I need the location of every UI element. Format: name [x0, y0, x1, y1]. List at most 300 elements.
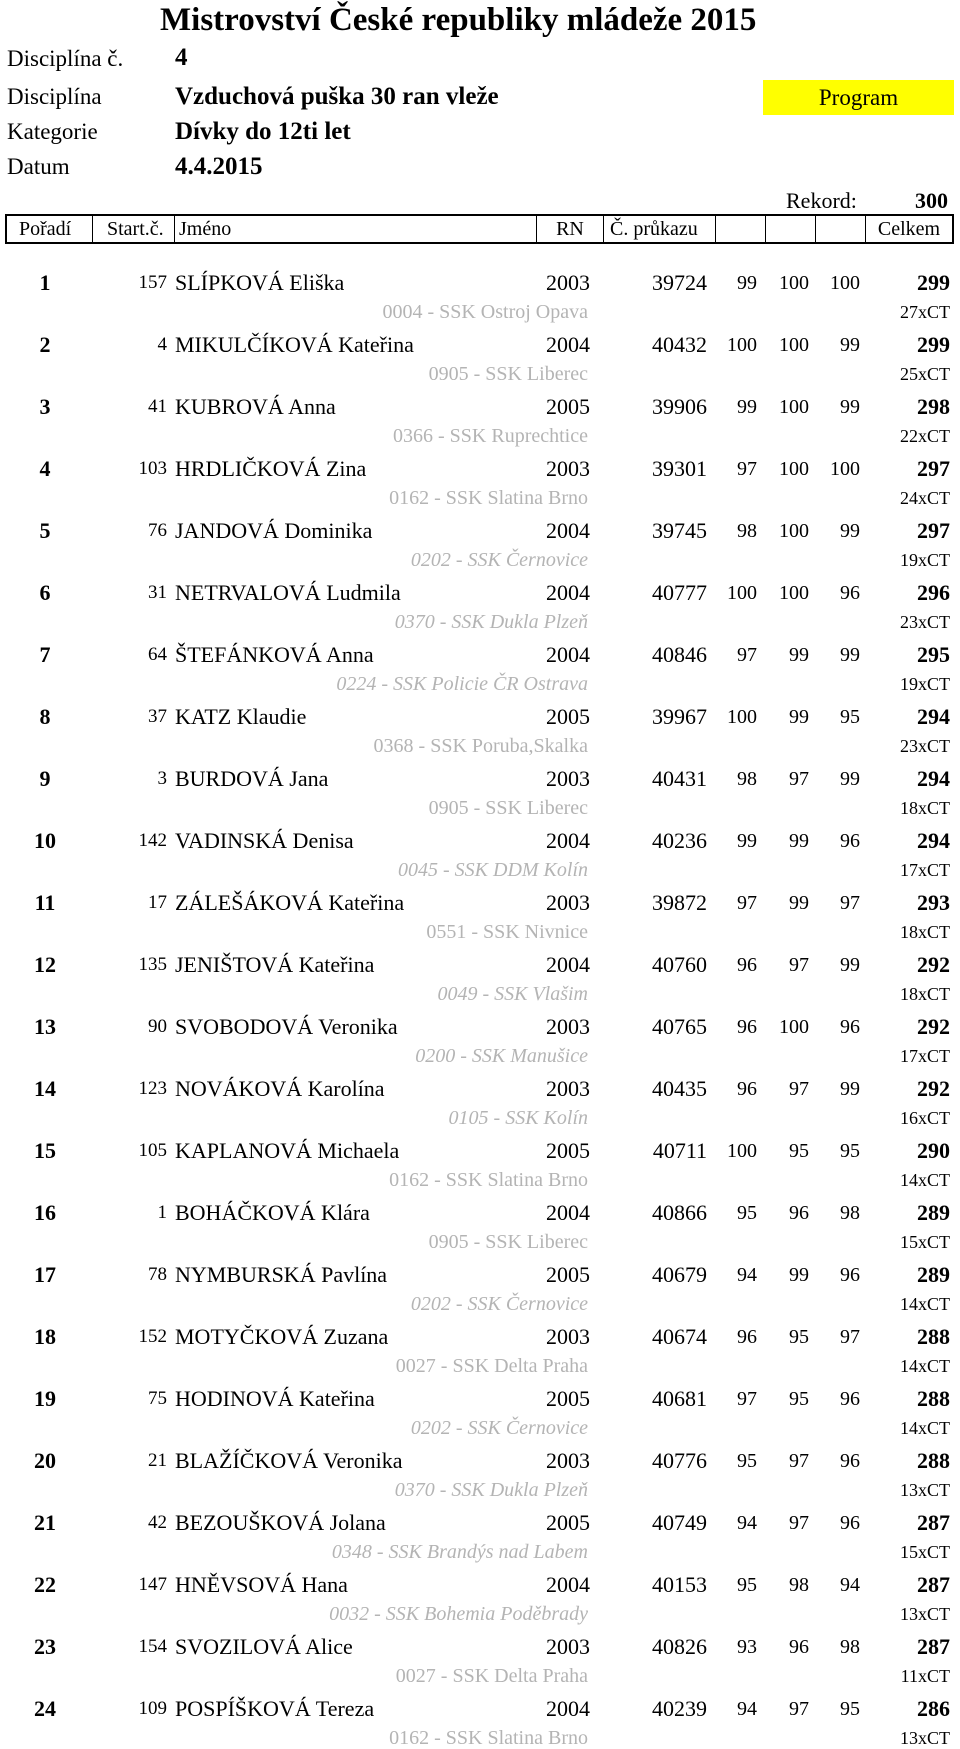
table-row: [0, 756, 960, 818]
total-score: 299: [917, 270, 950, 295]
result-rank: 9: [39, 766, 51, 791]
club-name: 0348 - SSK Brandýs nad Labem: [331, 1541, 588, 1563]
total-score: 289: [917, 1262, 950, 1287]
table-row: [0, 1128, 960, 1190]
table-row: [0, 942, 960, 1004]
column-header-card: Č. průkazu: [604, 216, 716, 242]
series-2-score: 99: [789, 644, 809, 666]
club-name: 0049 - SSK Vlašim: [437, 983, 588, 1005]
start-number: 109: [138, 1698, 167, 1719]
start-number: 142: [138, 830, 167, 851]
table-row: [0, 1562, 960, 1624]
column-header-start: Start.č.: [93, 216, 175, 242]
series-1-score: 100: [727, 706, 757, 728]
total-score: 294: [917, 828, 950, 853]
inner-ten-count: 18xCT: [899, 984, 950, 1004]
start-number: 157: [138, 272, 167, 293]
series-1-score: 95: [737, 1202, 757, 1224]
table-row: [0, 880, 960, 942]
club-name: 0905 - SSK Liberec: [428, 363, 588, 385]
series-3-score: 98: [840, 1202, 860, 1224]
discipline-name: Vzduchová puška 30 ran vleže: [175, 83, 499, 110]
series-1-score: 97: [737, 644, 757, 666]
column-header-series-1: [716, 216, 766, 242]
birth-year: 2004: [546, 332, 590, 357]
license-number: 40711: [652, 1138, 707, 1163]
athlete-name: BEZOUŠKOVÁ Jolana: [175, 1510, 386, 1535]
athlete-name: SLÍPKOVÁ Eliška: [175, 270, 345, 295]
series-1-score: 96: [737, 1078, 757, 1100]
license-number: 39745: [652, 518, 707, 543]
series-1-score: 98: [737, 768, 757, 790]
result-rank: 18: [34, 1324, 56, 1349]
result-rank: 11: [34, 890, 56, 915]
total-score: 298: [917, 394, 950, 419]
birth-year: 2003: [546, 1634, 590, 1659]
inner-ten-count: 19xCT: [899, 550, 950, 570]
total-score: 295: [917, 642, 950, 667]
table-row: [0, 384, 960, 446]
birth-year: 2003: [546, 1076, 590, 1101]
series-2-score: 97: [789, 1450, 809, 1472]
start-number: 76: [148, 520, 167, 541]
license-number: 39967: [652, 704, 707, 729]
athlete-name: HRDLIČKOVÁ Zina: [175, 456, 367, 481]
license-number: 40765: [652, 1014, 707, 1039]
athlete-name: VADINSKÁ Denisa: [175, 828, 354, 853]
result-rank: 6: [39, 580, 51, 605]
result-rank: 1: [39, 270, 51, 295]
athlete-name: KATZ Klaudie: [175, 704, 307, 729]
birth-year: 2003: [546, 1448, 590, 1473]
column-header-series-2: [766, 216, 816, 242]
birth-year: 2005: [546, 704, 590, 729]
inner-ten-count: 19xCT: [899, 674, 950, 694]
start-number: 21: [148, 1450, 167, 1471]
license-number: 40826: [652, 1634, 707, 1659]
series-1-score: 97: [737, 892, 757, 914]
athlete-name: NOVÁKOVÁ Karolína: [175, 1076, 385, 1101]
result-rank: 19: [34, 1386, 56, 1411]
series-1-score: 97: [737, 1388, 757, 1410]
athlete-name: SVOBODOVÁ Veronika: [175, 1014, 398, 1039]
birth-year: 2004: [546, 580, 590, 605]
license-number: 40674: [652, 1324, 707, 1349]
inner-ten-count: 23xCT: [899, 736, 950, 756]
series-3-score: 100: [830, 272, 860, 294]
result-rank: 24: [34, 1696, 56, 1721]
series-1-score: 95: [737, 1574, 757, 1596]
series-1-score: 99: [737, 396, 757, 418]
result-rank: 4: [39, 456, 51, 481]
license-number: 39872: [652, 890, 707, 915]
club-name: 0105 - SSK Kolín: [448, 1107, 588, 1129]
athlete-name: BURDOVÁ Jana: [175, 766, 329, 791]
result-rank: 3: [39, 394, 51, 419]
table-row: [0, 260, 960, 322]
birth-year: 2005: [546, 1138, 590, 1163]
table-row: [0, 694, 960, 756]
series-2-score: 97: [789, 768, 809, 790]
discipline-label: Disciplína: [7, 84, 102, 109]
inner-ten-count: 13xCT: [899, 1728, 950, 1748]
license-number: 40749: [652, 1510, 707, 1535]
inner-ten-count: 13xCT: [899, 1604, 950, 1624]
inner-ten-count: 11xCT: [900, 1666, 950, 1686]
total-score: 292: [917, 1076, 950, 1101]
birth-year: 2003: [546, 890, 590, 915]
total-score: 292: [917, 1014, 950, 1039]
series-1-score: 95: [737, 1450, 757, 1472]
record-label: Rekord:: [786, 188, 857, 213]
club-name: 0045 - SSK DDM Kolín: [398, 859, 588, 881]
total-score: 294: [917, 766, 950, 791]
athlete-name: POSPÍŠKOVÁ Tereza: [175, 1696, 375, 1721]
series-2-score: 100: [779, 458, 809, 480]
series-3-score: 99: [840, 396, 860, 418]
athlete-name: KUBROVÁ Anna: [175, 394, 336, 419]
series-1-score: 100: [727, 1140, 757, 1162]
start-number: 1: [157, 1202, 167, 1223]
discipline-number-label: Disciplína č.: [7, 46, 124, 71]
column-header-name: Jméno: [175, 216, 537, 242]
series-3-score: 96: [840, 1264, 860, 1286]
series-2-score: 96: [789, 1202, 809, 1224]
club-name: 0905 - SSK Liberec: [428, 797, 588, 819]
series-2-score: 95: [789, 1326, 809, 1348]
start-number: 154: [138, 1636, 167, 1657]
start-number: 75: [148, 1388, 167, 1409]
athlete-name: ZÁLEŠÁKOVÁ Kateřina: [175, 890, 405, 915]
club-name: 0200 - SSK Manušice: [415, 1045, 588, 1067]
athlete-name: NETRVALOVÁ Ludmila: [175, 580, 401, 605]
license-number: 40760: [652, 952, 707, 977]
license-number: 40777: [652, 580, 707, 605]
series-2-score: 100: [779, 396, 809, 418]
series-3-score: 96: [840, 1512, 860, 1534]
series-2-score: 99: [789, 1264, 809, 1286]
start-number: 17: [148, 892, 167, 913]
birth-year: 2004: [546, 828, 590, 853]
athlete-name: MIKULČÍKOVÁ Kateřina: [175, 332, 414, 357]
inner-ten-count: 22xCT: [899, 426, 950, 446]
series-2-score: 98: [789, 1574, 809, 1596]
inner-ten-count: 14xCT: [899, 1170, 950, 1190]
series-3-score: 96: [840, 1450, 860, 1472]
inner-ten-count: 27xCT: [899, 302, 950, 322]
inner-ten-count: 15xCT: [899, 1232, 950, 1252]
table-row: [0, 1686, 960, 1748]
club-name: 0370 - SSK Dukla Plzeň: [394, 611, 588, 633]
start-number: 78: [148, 1264, 167, 1285]
series-3-score: 97: [840, 1326, 860, 1348]
club-name: 0366 - SSK Ruprechtice: [393, 425, 588, 447]
start-number: 3: [157, 768, 167, 789]
total-score: 290: [917, 1138, 950, 1163]
series-3-score: 96: [840, 830, 860, 852]
series-2-score: 97: [789, 1512, 809, 1534]
start-number: 4: [157, 334, 167, 355]
series-2-score: 95: [789, 1388, 809, 1410]
birth-year: 2005: [546, 1386, 590, 1411]
athlete-name: JANDOVÁ Dominika: [175, 518, 373, 543]
start-number: 90: [148, 1016, 167, 1037]
table-row: [0, 1624, 960, 1686]
series-2-score: 97: [789, 954, 809, 976]
page-title: Mistrovství České republiky mládeže 2015: [160, 2, 757, 38]
series-1-score: 97: [737, 458, 757, 480]
birth-year: 2005: [546, 1510, 590, 1535]
result-rank: 12: [34, 952, 56, 977]
license-number: 40432: [652, 332, 707, 357]
athlete-name: BOHÁČKOVÁ Klára: [175, 1200, 370, 1225]
series-2-score: 100: [779, 582, 809, 604]
series-1-score: 96: [737, 954, 757, 976]
series-2-score: 99: [789, 892, 809, 914]
birth-year: 2004: [546, 518, 590, 543]
series-1-score: 98: [737, 520, 757, 542]
club-name: 0004 - SSK Ostroj Opava: [382, 301, 588, 323]
license-number: 40866: [652, 1200, 707, 1225]
athlete-name: ŠTEFÁNKOVÁ Anna: [175, 642, 374, 667]
license-number: 39906: [652, 394, 707, 419]
table-row: [0, 570, 960, 632]
total-score: 287: [917, 1510, 950, 1535]
inner-ten-count: 14xCT: [899, 1294, 950, 1314]
license-number: 40236: [652, 828, 707, 853]
start-number: 123: [138, 1078, 167, 1099]
birth-year: 2003: [546, 1014, 590, 1039]
result-rank: 22: [34, 1572, 56, 1597]
license-number: 40679: [652, 1262, 707, 1287]
table-row: [0, 1066, 960, 1128]
result-rank: 5: [39, 518, 51, 543]
birth-year: 2003: [546, 1324, 590, 1349]
athlete-name: JENIŠTOVÁ Kateřina: [175, 952, 375, 977]
series-3-score: 95: [840, 706, 860, 728]
birth-year: 2005: [546, 1262, 590, 1287]
birth-year: 2004: [546, 642, 590, 667]
series-2-score: 95: [789, 1140, 809, 1162]
series-1-score: 93: [737, 1636, 757, 1658]
result-rank: 2: [39, 332, 51, 357]
license-number: 39724: [652, 270, 707, 295]
discipline-number: 4: [175, 44, 188, 71]
start-number: 147: [138, 1574, 167, 1595]
series-3-score: 97: [840, 892, 860, 914]
start-number: 31: [148, 582, 167, 603]
result-rank: 17: [34, 1262, 56, 1287]
start-number: 103: [138, 458, 167, 479]
total-score: 292: [917, 952, 950, 977]
series-3-score: 96: [840, 582, 860, 604]
club-name: 0551 - SSK Nivnice: [426, 921, 588, 943]
table-row: [0, 446, 960, 508]
license-number: 40681: [652, 1386, 707, 1411]
result-rank: 8: [39, 704, 51, 729]
total-score: 287: [917, 1634, 950, 1659]
athlete-name: BLAŽÍČKOVÁ Veronika: [175, 1448, 403, 1473]
total-score: 287: [917, 1572, 950, 1597]
license-number: 40435: [652, 1076, 707, 1101]
birth-year: 2004: [546, 952, 590, 977]
table-row: [0, 1438, 960, 1500]
club-name: 0162 - SSK Slatina Brno: [389, 487, 588, 509]
column-header-rank: Pořadí: [7, 216, 93, 242]
total-score: 299: [917, 332, 950, 357]
series-1-score: 94: [737, 1698, 757, 1720]
series-1-score: 96: [737, 1016, 757, 1038]
result-rank: 15: [34, 1138, 56, 1163]
table-row: [0, 1190, 960, 1252]
start-number: 152: [138, 1326, 167, 1347]
series-2-score: 99: [789, 830, 809, 852]
table-row: [0, 632, 960, 694]
club-name: 0905 - SSK Liberec: [428, 1231, 588, 1253]
total-score: 296: [917, 580, 950, 605]
program-button[interactable]: Program: [763, 80, 954, 115]
birth-year: 2003: [546, 766, 590, 791]
club-name: 0370 - SSK Dukla Plzeň: [394, 1479, 588, 1501]
series-2-score: 100: [779, 1016, 809, 1038]
series-3-score: 94: [840, 1574, 860, 1596]
table-row: [0, 1314, 960, 1376]
result-rank: 21: [34, 1510, 56, 1535]
total-score: 288: [917, 1324, 950, 1349]
series-3-score: 99: [840, 644, 860, 666]
club-name: 0027 - SSK Delta Praha: [395, 1665, 588, 1687]
series-2-score: 100: [779, 334, 809, 356]
result-rank: 10: [34, 828, 56, 853]
start-number: 37: [148, 706, 167, 727]
club-name: 0162 - SSK Slatina Brno: [389, 1169, 588, 1191]
club-name: 0202 - SSK Černovice: [410, 1293, 588, 1315]
result-rank: 14: [34, 1076, 56, 1101]
record-value: 300: [915, 188, 948, 213]
inner-ten-count: 15xCT: [899, 1542, 950, 1562]
series-3-score: 95: [840, 1140, 860, 1162]
inner-ten-count: 14xCT: [899, 1418, 950, 1438]
date-value: 4.4.2015: [175, 153, 263, 180]
license-number: 40776: [652, 1448, 707, 1473]
club-name: 0202 - SSK Černovice: [410, 549, 588, 571]
athlete-name: MOTYČKOVÁ Zuzana: [175, 1324, 389, 1349]
inner-ten-count: 23xCT: [899, 612, 950, 632]
total-score: 288: [917, 1448, 950, 1473]
inner-ten-count: 18xCT: [899, 798, 950, 818]
series-1-score: 100: [727, 334, 757, 356]
result-rank: 16: [34, 1200, 56, 1225]
start-number: 41: [148, 396, 167, 417]
club-name: 0032 - SSK Bohemia Poděbrady: [329, 1603, 588, 1625]
table-row: [0, 1376, 960, 1438]
series-1-score: 96: [737, 1326, 757, 1348]
birth-year: 2005: [546, 394, 590, 419]
table-row: [0, 1500, 960, 1562]
inner-ten-count: 17xCT: [899, 860, 950, 880]
start-number: 42: [148, 1512, 167, 1533]
license-number: 39301: [652, 456, 707, 481]
series-2-score: 100: [779, 520, 809, 542]
table-row: [0, 508, 960, 570]
license-number: 40153: [652, 1572, 707, 1597]
series-3-score: 99: [840, 1078, 860, 1100]
series-2-score: 96: [789, 1636, 809, 1658]
inner-ten-count: 17xCT: [899, 1046, 950, 1066]
inner-ten-count: 16xCT: [899, 1108, 950, 1128]
club-name: 0027 - SSK Delta Praha: [395, 1355, 588, 1377]
total-score: 286: [917, 1696, 950, 1721]
column-header-total: Celkem: [877, 218, 941, 240]
series-1-score: 99: [737, 830, 757, 852]
inner-ten-count: 25xCT: [899, 364, 950, 384]
series-1-score: 100: [727, 582, 757, 604]
series-2-score: 100: [779, 272, 809, 294]
birth-year: 2004: [546, 1200, 590, 1225]
total-score: 289: [917, 1200, 950, 1225]
column-header-series-3: [816, 216, 866, 242]
series-3-score: 96: [840, 1016, 860, 1038]
table-row: [0, 818, 960, 880]
birth-year: 2004: [546, 1696, 590, 1721]
birth-year: 2004: [546, 1572, 590, 1597]
license-number: 40846: [652, 642, 707, 667]
result-rank: 20: [34, 1448, 56, 1473]
series-3-score: 95: [840, 1698, 860, 1720]
total-score: 288: [917, 1386, 950, 1411]
total-score: 297: [917, 456, 950, 481]
result-rank: 7: [39, 642, 51, 667]
column-header-rn: RN: [537, 216, 604, 242]
table-row: [0, 1252, 960, 1314]
category-label: Kategorie: [7, 119, 98, 144]
license-number: 40431: [652, 766, 707, 791]
result-rank: 23: [34, 1634, 56, 1659]
club-name: 0202 - SSK Černovice: [410, 1417, 588, 1439]
table-row: [0, 322, 960, 384]
series-1-score: 94: [737, 1264, 757, 1286]
category-name: Dívky do 12ti let: [175, 118, 351, 145]
table-row: [0, 1004, 960, 1066]
result-rank: 13: [34, 1014, 56, 1039]
date-label: Datum: [7, 154, 70, 179]
inner-ten-count: 13xCT: [899, 1480, 950, 1500]
series-3-score: 99: [840, 520, 860, 542]
club-name: 0224 - SSK Policie ČR Ostrava: [336, 673, 588, 695]
series-2-score: 99: [789, 706, 809, 728]
inner-ten-count: 18xCT: [899, 922, 950, 942]
club-name: 0162 - SSK Slatina Brno: [389, 1727, 588, 1749]
athlete-name: HNĚVSOVÁ Hana: [175, 1572, 348, 1597]
total-score: 293: [917, 890, 950, 915]
series-2-score: 97: [789, 1078, 809, 1100]
series-3-score: 98: [840, 1636, 860, 1658]
start-number: 135: [138, 954, 167, 975]
inner-ten-count: 14xCT: [899, 1356, 950, 1376]
inner-ten-count: 24xCT: [899, 488, 950, 508]
table-header: [5, 214, 954, 244]
total-score: 294: [917, 704, 950, 729]
series-3-score: 99: [840, 334, 860, 356]
athlete-name: SVOZILOVÁ Alice: [175, 1634, 353, 1659]
series-3-score: 99: [840, 768, 860, 790]
license-number: 40239: [652, 1696, 707, 1721]
club-name: 0368 - SSK Poruba,Skalka: [373, 735, 588, 757]
athlete-name: KAPLANOVÁ Michaela: [175, 1138, 400, 1163]
birth-year: 2003: [546, 456, 590, 481]
series-3-score: 99: [840, 954, 860, 976]
birth-year: 2003: [546, 270, 590, 295]
